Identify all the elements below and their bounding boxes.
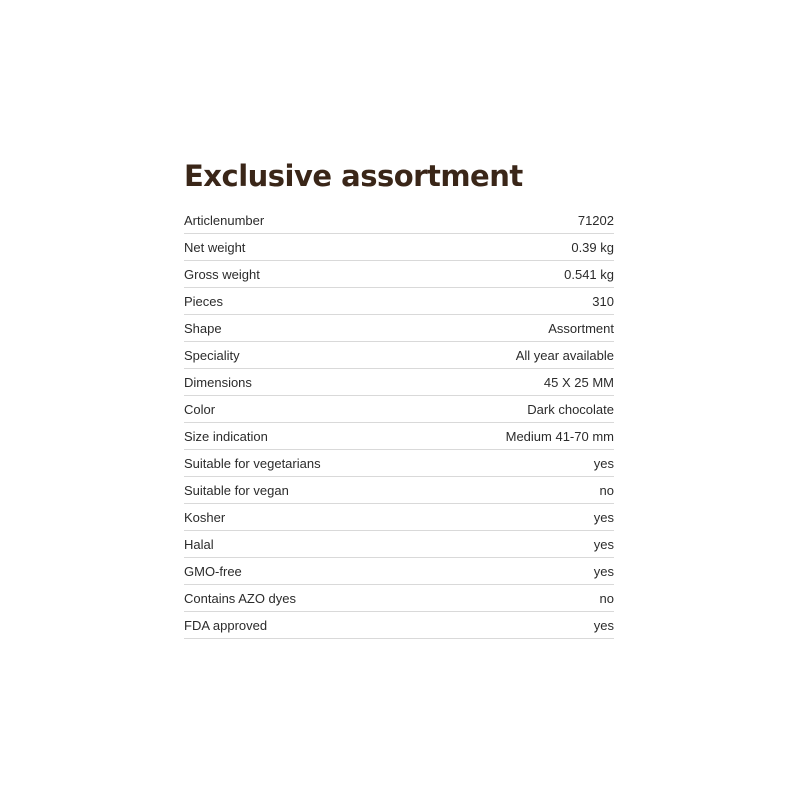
spec-label: Pieces	[184, 293, 224, 309]
spec-value: yes	[593, 455, 614, 471]
spec-value: All year available	[515, 347, 614, 363]
spec-value: 71202	[577, 212, 614, 228]
spec-value: Assortment	[548, 320, 614, 336]
spec-row	[184, 342, 614, 369]
spec-row	[184, 315, 614, 342]
spec-value: 0.541 kg	[564, 266, 614, 282]
spec-row	[184, 585, 614, 612]
spec-row	[184, 612, 614, 639]
spec-row	[184, 288, 614, 315]
spec-row	[184, 423, 614, 450]
spec-value: 310	[592, 293, 614, 309]
spec-value: no	[599, 590, 614, 606]
spec-value: 45 X 25 MM	[543, 374, 614, 390]
spec-value: Dark chocolate	[527, 401, 614, 417]
spec-row	[184, 450, 614, 477]
spec-label: Suitable for vegan	[184, 482, 289, 498]
spec-row	[184, 477, 614, 504]
spec-table	[184, 207, 614, 639]
spec-row	[184, 558, 614, 585]
spec-label: Gross weight	[184, 266, 260, 282]
spec-value: Medium 41-70 mm	[505, 428, 614, 444]
spec-value: yes	[593, 617, 614, 633]
spec-row	[184, 234, 614, 261]
spec-value: yes	[593, 563, 614, 579]
spec-value: no	[599, 482, 614, 498]
spec-label: Dimensions	[184, 374, 252, 390]
spec-label: Speciality	[184, 347, 240, 363]
spec-label: Net weight	[184, 239, 246, 255]
spec-row	[184, 369, 614, 396]
spec-row	[184, 261, 614, 288]
spec-label: Suitable for vegetarians	[184, 455, 321, 471]
spec-label: Halal	[184, 536, 214, 552]
spec-value: yes	[593, 509, 614, 525]
spec-label: Contains AZO dyes	[184, 590, 296, 606]
product-spec-card	[184, 158, 614, 639]
spec-row	[184, 531, 614, 558]
spec-value: yes	[593, 536, 614, 552]
spec-label: Kosher	[184, 509, 226, 525]
spec-label: Color	[184, 401, 216, 417]
spec-row	[184, 396, 614, 423]
page-title: Exclusive assortment	[184, 159, 523, 193]
spec-label: Shape	[184, 320, 222, 336]
spec-label: GMO-free	[184, 563, 242, 579]
spec-row	[184, 207, 614, 234]
spec-label: FDA approved	[184, 617, 268, 633]
spec-value: 0.39 kg	[571, 239, 614, 255]
spec-label: Articlenumber	[184, 212, 265, 228]
spec-label: Size indication	[184, 428, 268, 444]
spec-row	[184, 504, 614, 531]
